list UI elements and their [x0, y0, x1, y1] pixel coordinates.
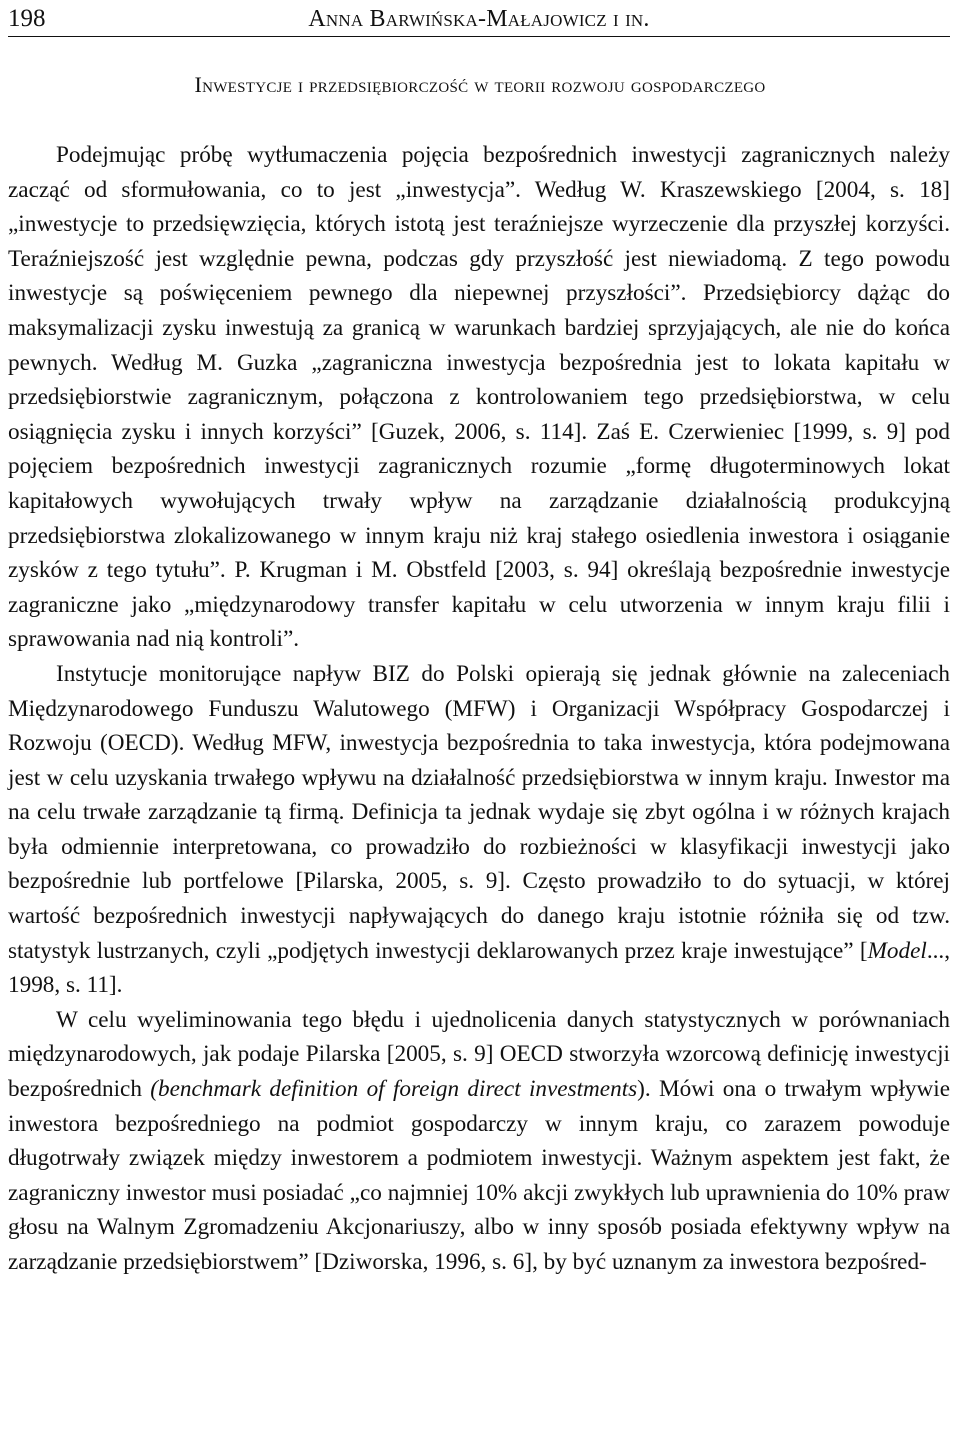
paragraph-2: [8, 657, 950, 1003]
section-heading: Inwestycje i przedsiębiorczość w teorii rozwoju gospodarczego: [194, 72, 766, 97]
running-head-author: Anna Barwińska-Małajowicz i in.: [308, 6, 650, 32]
paragraph-2-italic-title: Model: [867, 937, 927, 964]
page-number: 198: [8, 5, 46, 32]
body-text: [8, 138, 950, 1280]
paragraph-3: [8, 1003, 950, 1280]
paragraph-1: Podejmując próbę wytłumaczenia pojęcia bezpośrednich inwestycji zagranicznych należy zacząć od sformułowania, co to jest „inwestycja”. Według W. Kraszewskiego [2004, s. 18] „inwestycje to przedsięwzięcia, których istotą jest teraźniejsze wyrzeczenie dla przyszłej korzyści. Teraźniejszość jest względnie pewna, podczas gdy przyszłość jest niewiadomą. Z tego powodu inwestycje są poświęceniem pewnego dla niepewnej przyszłości”. Przedsiębiorcy dążąc do maksymalizacji zysku inwestują za granicą w warunkach bardziej sprzyjających, ale nie do końca pewnych. Według M. Guzka „zagraniczna inwestycja bezpośrednia jest to lokata kapitału w przedsiębiorstwie zagranicznym, połączona z kontrolowaniem tego przedsiębiorstwa, w celu osiągnięcia zysku i innych korzyści” [Guzek, 2006, s. 114]. Zaś E. Czerwieniec [1999, s. 9] pod pojęciem bezpośrednich inwestycji zagranicznych rozumie „formę długoterminowych lokat kapitałowych wywołujących trwały wpływ na zarządzanie działalnością produkcyjną przedsiębiorstwa zlokalizowanego w innym kraju niż kraj stałego osiedlenia inwestora i osiąganie zysków z tego tytułu”. P. Krugman i M. Obstfeld [2003, s. 94] określają bezpośrednie inwestycje zagraniczne jako „międzynarodowy transfer kapitału w celu utworzenia w innym kraju filii i sprawowania nad nią kontroli”.: [8, 142, 950, 653]
paragraph-2-text-start: Instytucje monitorujące napływ BIZ do Polski opierają się jednak głównie na zaleceniach Międzynarodowego Funduszu Walutowego (MFW) i Organizacji Współpracy Gospodarczej i Rozwoju (OECD). Według MFW, inwestycja bezpośrednia to taka inwestycja, która podejmowana jest w celu uzyskania trwałego wpływu na działalność przedsiębiorstwa w innym kraju. Inwestor ma na celu trwałe zarządzanie tą firmą. Definicja ta jednak wydaje się zbyt ogólna i w różnych krajach była odmiennie interpretowana, co prowadziło do rozbieżności w klasyfikacji inwestycji jako bezpośrednie lub portfelowe [Pilarska, 2005, s. 9]. Często prowadziło to do sytuacji, w której wartość bezpośrednich inwestycji napływających do danego kraju istotnie różniła się od tzw. statystyk lustrzanych, czyli „podjętych inwestycji deklarowanych przez kraje inwestujące” [: [8, 660, 950, 964]
paragraph-3-text-end: ). Mówi ona o trwałym wpływie inwestora bezpośredniego na podmiot gospodarczy w innym kraju, co zarazem powoduje długotrwały związek między inwestorem a podmiotem inwestycji. Ważnym aspektem jest fakt, że zagraniczny inwestor musi posiadać „co najmniej 10% akcji zwykłych lub uprawnienia do 10% praw głosu na Walnym Zgromadzeniu Akcjonariuszy, albo w inny sposób posiada efektywny wpływ na zarządzanie przedsiębiorstwem” [Dziworska, 1996, s. 6], by być uznanym za inwestora bezpośred-: [8, 1076, 951, 1275]
running-head: [8, 4, 950, 37]
paragraph-3-text-start: W celu wyeliminowania tego błędu i ujednolicenia danych statystycznych w porównaniach międzynarodowych, jak podaje Pilarska [2005, s. 9] OECD stworzyła wzorcową definicję inwestycji bezpośrednich: [8, 1006, 950, 1103]
paragraph-2-text-end: ..., 1998, s. 11].: [8, 937, 950, 999]
paragraph-3-italic-term: (benchmark definition of foreign direct investments: [150, 1076, 638, 1103]
